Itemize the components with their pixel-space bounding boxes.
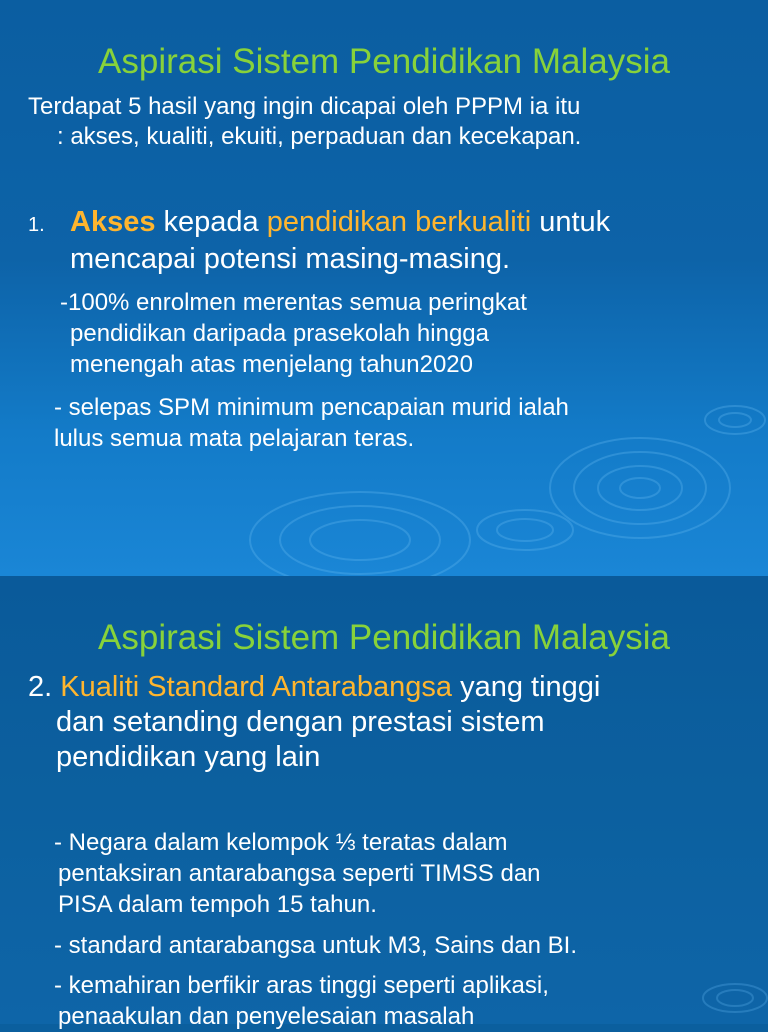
keyword-pendidikan-berkualiti: pendidikan berkualiti — [266, 206, 532, 238]
slide-title: Aspirasi Sistem Pendidikan Malaysia — [98, 42, 670, 81]
keyword-kualiti: Kualiti Standard Antarabangsa — [60, 671, 453, 703]
sub-line: - Negara dalam kelompok ⅓ teratas dalam — [54, 829, 508, 856]
sub-point-enrolment — [60, 287, 527, 380]
sub-line: PISA dalam tempoh 15 tahun. — [58, 891, 377, 918]
point-text: kepada — [155, 206, 267, 238]
point-number: 1. — [28, 214, 45, 236]
point-number: 2. — [28, 671, 61, 703]
point-text: untuk — [531, 206, 611, 238]
sub-line: - kemahiran berfikir aras tinggi seperti aplikasi, — [54, 972, 549, 999]
sub-line: menengah atas menjelang tahun2020 — [70, 351, 473, 378]
intro-line: : akses, kualiti, ekuiti, perpaduan dan kecekapan. — [57, 123, 582, 150]
sub-point-standard — [54, 930, 577, 961]
intro-line: Terdapat 5 hasil yang ingin dicapai oleh PPPM ia itu — [28, 93, 581, 120]
sub-line: -100% enrolmen merentas semua peringkat — [60, 289, 527, 316]
intro-paragraph — [28, 92, 581, 152]
point-1 — [28, 205, 610, 276]
sub-line: pendidikan daripada prasekolah hingga — [70, 320, 489, 347]
sub-point-kemahiran — [54, 970, 549, 1032]
sub-line: lulus semua mata pelajaran teras. — [54, 425, 415, 452]
point-line: dan setanding dengan prestasi sistem — [56, 706, 545, 738]
sub-line: pentaksiran antarabangsa seperti TIMSS dan — [58, 860, 541, 887]
point-line: pendidikan yang lain — [56, 741, 321, 773]
sub-point-negara — [54, 827, 541, 920]
sub-line: - selepas SPM minimum pencapaian murid ialah — [54, 394, 569, 421]
point-line: mencapai potensi masing-masing. — [70, 243, 511, 275]
sub-line: penaakulan dan penyelesaian masalah — [58, 1003, 475, 1030]
sub-line: - standard antarabangsa untuk M3, Sains dan BI. — [54, 932, 577, 959]
point-2 — [28, 670, 600, 775]
keyword-akses: Akses — [70, 206, 156, 238]
sub-point-spm — [54, 392, 569, 454]
slide-title: Aspirasi Sistem Pendidikan Malaysia — [98, 618, 670, 657]
point-text: yang tinggi — [452, 671, 601, 703]
